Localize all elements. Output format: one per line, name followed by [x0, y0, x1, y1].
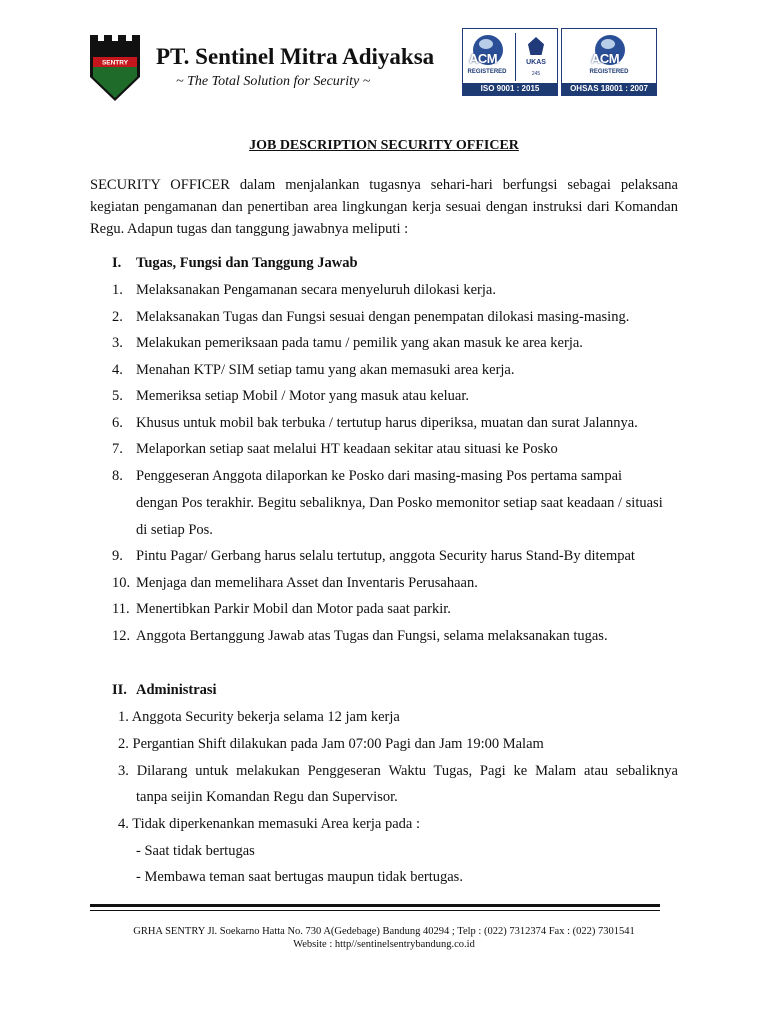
registered-label: REGISTERED [589, 69, 629, 75]
list-item-continuation: tanpa seijin Komandan Regu dan Supervisor. [136, 789, 398, 805]
list-item: 10. Menjaga dan memelihara Asset dan Inventaris Perusahaan. [112, 575, 478, 591]
list-item: 1. Melaksanakan Pengamanan secara menyeluruh dilokasi kerja. [112, 282, 496, 298]
section-heading [112, 682, 217, 699]
list-item: 7. Melaporkan setiap saat melalui HT keadaan sekitar atau situasi ke Posko [112, 441, 558, 457]
ohsas-standard-label: OHSAS 18001 : 2007 [562, 83, 656, 95]
intro-paragraph: SECURITY OFFICER dalam menjalankan tugasnya sehari-hari berfungsi sebagai pelaksana kegiatan pengamanan dan penertiban area lingkungan kerja sesuai dengan instruksi dari Komandan Regu. Adapun tugas dan tanggung jawabnya meliputi : [90, 177, 678, 237]
section-title: Tugas, Fungsi dan Tanggung Jawab [136, 255, 358, 271]
sub-list-item: - Saat tidak bertugas [136, 843, 255, 859]
footer-address: GRHA SENTRY Jl. Soekarno Hatta No. 730 A(Gedebage) Bandung 40294 ; Telp : (022) 7312374 Fax : (022) 7301541 [133, 926, 635, 937]
list-item: 9. Pintu Pagar/ Gerbang harus selalu tertutup, anggota Security harus Stand-By ditempat [112, 548, 635, 564]
section-number: I. [112, 255, 122, 271]
list-item: 5. Memeriksa setiap Mobil / Motor yang masuk atau keluar. [112, 388, 470, 404]
footer-website: Website : http//sentinelsentrybandung.co.id [293, 939, 475, 950]
logo-text: SENTRY [101, 59, 129, 67]
section-heading [112, 255, 358, 272]
acm-brand: ACM [591, 51, 620, 66]
ohsas-certificate-badge [561, 28, 657, 96]
sub-list-item: - Membawa teman saat bertugas maupun tidak bertugas. [136, 869, 463, 885]
list-item: 11. Menertibkan Parkir Mobil dan Motor pada saat parkir. [112, 601, 451, 617]
company-tagline: ~ The Total Solution for Security ~ [176, 74, 371, 89]
list-item: 3. Dilarang untuk melakukan Penggeseran Waktu Tugas, Pagi ke Malam atau sebaliknya [118, 763, 678, 779]
list-item: 2. Pergantian Shift dilakukan pada Jam 07:00 Pagi dan Jam 19:00 Malam [118, 736, 544, 752]
document-title: JOB DESCRIPTION SECURITY OFFICER [249, 138, 519, 153]
list-item: 4. Menahan KTP/ SIM setiap tamu yang akan memasuki area kerja. [112, 362, 515, 378]
iso-standard-label: ISO 9001 : 2015 [463, 83, 557, 95]
footer-divider-thin [90, 910, 660, 911]
list-item: 12. Anggota Bertanggung Jawab atas Tugas dan Fungsi, selama melaksanakan tugas. [112, 628, 608, 644]
list-item-continuation: dengan Pos terakhir. Begitu sebaliknya, Dan Posko memonitor setiap saat keadaan / situasi [136, 495, 663, 511]
acm-brand: ACM [469, 51, 498, 66]
footer-divider-thick [90, 904, 660, 907]
company-name: PT. Sentinel Mitra Adiyaksa [156, 44, 435, 69]
ukas-label: UKAS [526, 59, 546, 66]
company-logo-shield [88, 33, 142, 103]
section-title: Administrasi [136, 682, 217, 698]
ukas-number: 245 [531, 71, 541, 77]
list-item: 6. Khusus untuk mobil bak terbuka / tertutup harus diperiksa, muatan dan surat Jalannya. [112, 415, 638, 431]
section-number: II. [112, 682, 127, 698]
ukas-mark [515, 33, 556, 81]
list-item: 8. Penggeseran Anggota dilaporkan ke Posko dari masing-masing Pos pertama sampai [112, 468, 623, 484]
list-item: 4. Tidak diperkenankan memasuki Area kerja pada : [118, 816, 421, 832]
iso-9001-certificate-badge [462, 28, 558, 96]
list-item: 2. Melaksanakan Tugas dan Fungsi sesuai dengan penempatan dilokasi masing-masing. [112, 309, 630, 325]
list-item-continuation: di setiap Pos. [136, 522, 213, 538]
list-item: 3. Melakukan pemeriksaan pada tamu / pemilik yang akan masuk ke area kerja. [112, 335, 583, 351]
crown-icon [528, 37, 544, 55]
registered-label: REGISTERED [467, 69, 507, 75]
list-item: 1. Anggota Security bekerja selama 12 jam kerja [118, 709, 400, 725]
